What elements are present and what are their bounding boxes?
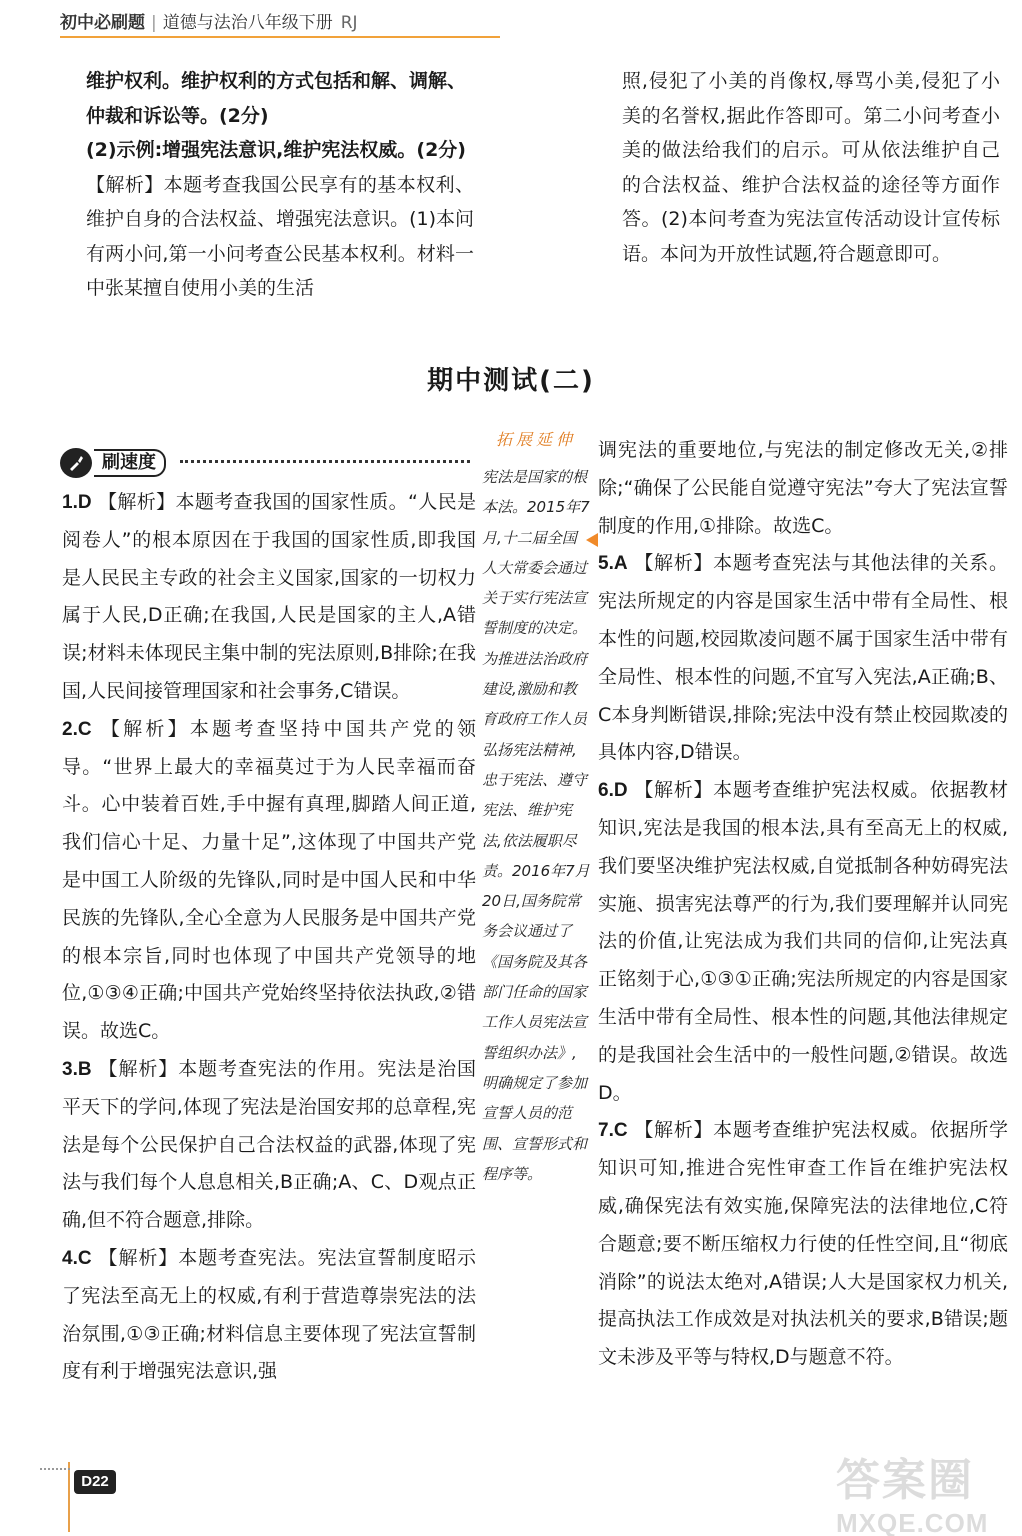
answer-text: 【解析】本题考查维护宪法权威。依据教材知识,宪法是我国的根本法,具有至高无上的权威,我们要坚决维护宪法权威,自觉抵制各种妨碍宪法实施、损害宪法尊严的行为,我们要理解并认同宪法的价值,让宪法成为我们共同的信仰,让宪法真正铭刻于心,①③①正确;宪法所规定的内容是国家生活中带有全局性、根本性的问题,其他法律规定的是我国社会生活中的一般性问题,②错误。故选D。	[598, 779, 1008, 1104]
continued-text: 调宪法的重要地位,与宪法的制定修改无关,②排除;“确保了公民能自觉遵守宪法”夸大了宪法宣誓制度的作用,①排除。故选C。	[598, 439, 1008, 537]
page-header	[60, 8, 500, 44]
answer-item-7	[598, 1112, 1008, 1377]
book-edition: RJ	[340, 13, 358, 33]
page-number: D22	[74, 1470, 116, 1494]
answer-line: 仲裁和诉讼等。(2分)	[86, 104, 269, 127]
analysis-paragraph: 【解析】本题考查我国公民享有的基本权利、维护自身的合法权益、增强宪法意识。(1)本问有两小问,第一小问考查公民基本权利。材料一中张某擅自使用小美的生活	[86, 173, 474, 299]
dotted-divider	[180, 460, 470, 464]
brush-icon	[60, 448, 92, 478]
extension-text: 宪法是国家的根本法。2015年7月,十二届全国人大常委会通过关于实行宪法宣誓制度的决定。为推进法治政府建设,激励和教育政府工作人员弘扬宪法精神,忠于宪法、遵守宪法、维护宪法,依法履职尽责。2016年7月20日,国务院常务会议通过了《国务院及其各部门任命的国家工作人员宪法宣誓组织办法》,明确规定了参加宣誓人员的范围、宣誓形式和程序等。	[482, 468, 590, 1183]
page-dots	[40, 1468, 70, 1470]
book-subject: 道德与法治八年级下册	[162, 13, 333, 33]
speed-label: 刷速度	[94, 449, 166, 477]
answer-item-2	[62, 711, 476, 1051]
right-answer-column	[598, 432, 1008, 1377]
answer-number: 3.B	[62, 1058, 92, 1080]
answer-item-1	[62, 484, 476, 711]
pointer-arrow-icon	[586, 533, 598, 547]
answer-item-4	[62, 1240, 476, 1391]
answer-item-6	[598, 772, 1008, 1112]
extension-sidebar	[482, 428, 590, 1189]
top-right-column: 照,侵犯了小美的肖像权,辱骂小美,侵犯了小美的名誉权,据此作答即可。第二小问考查小美的做法给我们的启示。可从依法维护自己的合法权益、维护合法权益的途径等方面作答。(2)本问考查为宪法宣传活动设计宣传标语。本问为开放性试题,符合题意即可。	[622, 70, 1000, 265]
book-brand: 初中必刷题	[60, 13, 145, 33]
left-answer-column	[62, 484, 476, 1391]
answer-number: 6.D	[598, 780, 628, 802]
answer-number: 7.C	[598, 1120, 628, 1142]
answer-text: 【解析】本题考查宪法。宪法宣誓制度昭示了宪法至高无上的权威,有利于营造尊崇宪法的法治氛围,①③正确;材料信息主要体现了宪法宣誓制度有利于增强宪法意识,强	[62, 1246, 476, 1383]
header-separator: |	[151, 13, 157, 33]
answer-text: 【解析】本题考查宪法与其他法律的关系。宪法所规定的内容是国家生活中带有全局性、根本性的问题,校园欺凌问题不属于国家生活中带有全局性、根本性的问题,不宜写入宪法,A正确;B、C本身判断错误,排除;宪法中没有禁止校园欺凌的具体内容,D错误。	[598, 552, 1008, 764]
answer-line: 维护权利。维护权利的方式包括和解、调解、	[86, 70, 467, 92]
speed-badge	[60, 448, 176, 478]
answer-number: 1.D	[62, 492, 92, 513]
top-left-column	[86, 64, 474, 306]
margin-rule	[68, 1462, 70, 1532]
answer-number: 2.C	[62, 718, 92, 740]
answer-text: 【解析】本题考查宪法的作用。宪法是治国平天下的学问,体现了宪法是治国安邦的总章程,宪法是每个公民保护自己合法权益的武器,体现了宪法与我们每个人息息相关,B正确;A、C、D观点正确,但不符合题意,排除。	[62, 1057, 476, 1232]
answer-number: 4.C	[62, 1247, 92, 1269]
answer-item-3	[62, 1051, 476, 1240]
answer-item-5	[598, 545, 1008, 772]
extension-title: 拓展延伸	[495, 430, 576, 449]
header-rule	[60, 36, 500, 38]
answer-text: 【解析】本题考查坚持中国共产党的领导。“世界上最大的幸福莫过于为人民幸福而奋斗。心中装着百姓,手中握有真理,脚踏人间正道,我们信心十足、力量十足”,这体现了中国共产党是中国工人阶级的先锋队,同时是中国人民和中华民族的先锋队,全心全意为人民服务是中国共产党的根本宗旨,同时也体现了中国共产党领导的地位,①③④正确;中国共产党始终坚持依法执政,②错误。故选C。	[62, 717, 476, 1043]
watermark-cn: 答案圈	[836, 1455, 974, 1506]
answer-text: 【解析】本题考查我国的国家性质。“人民是阅卷人”的根本原因在于我国的国家性质,即我国是人民民主专政的社会主义国家,国家的一切权力属于人民,D正确;在我国,人民是国家的主人,A错误;材料未体现民主集中制的宪法原则,B排除;在我国,人民间接管理国家和社会事务,C错误。	[62, 491, 476, 702]
answer-line: (2)示例:增强宪法意识,维护宪法权威。(2分)	[86, 139, 466, 161]
watermark-logo	[836, 1444, 1012, 1536]
answer-number: 5.A	[598, 553, 628, 575]
section-title: 期中测试(二)	[427, 366, 595, 396]
watermark-en: MXQE.COM	[836, 1508, 989, 1536]
answer-text: 【解析】本题考查维护宪法权威。依据所学知识可知,推进合宪性审查工作旨在维护宪法权威,确保宪法有效实施,保障宪法的法律地位,C符合题意;要不断压缩权力行使的任性空间,且“彻底消除”的说法太绝对,A错误;人大是国家权力机关,提高执法工作成效是对执法机关的要求,B错误;题文未涉及平等与特权,D与题意不符。	[598, 1119, 1008, 1369]
